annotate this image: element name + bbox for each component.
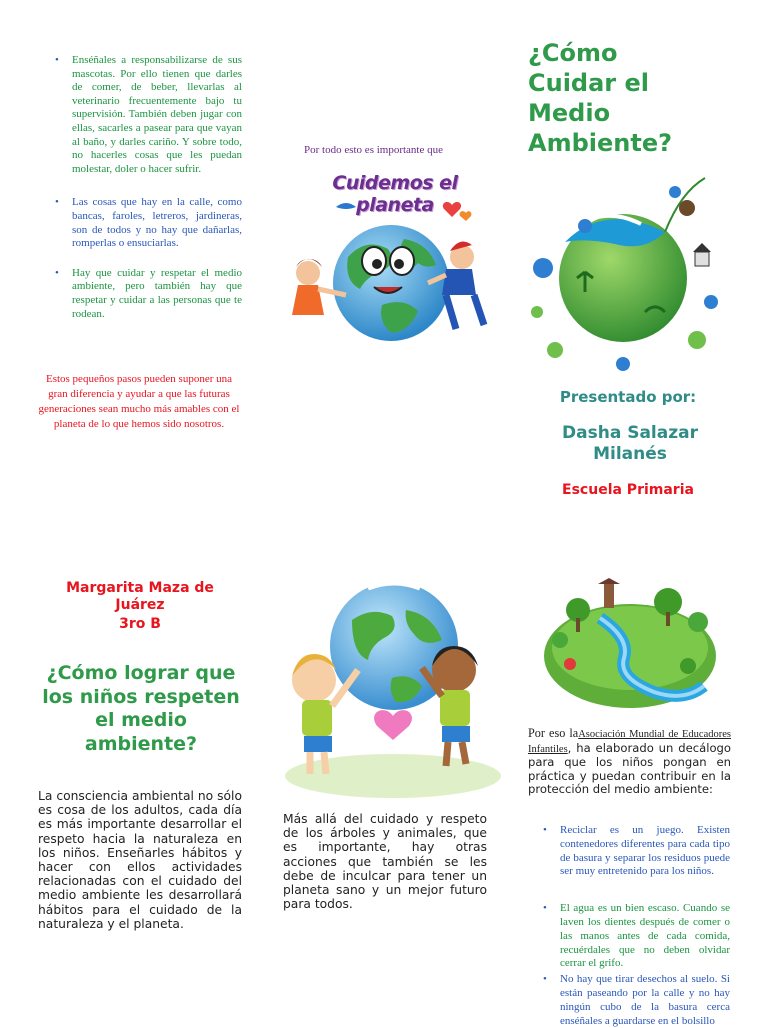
kids-holding-earth-illustration [282, 580, 504, 802]
care-tips-list-top [42, 54, 242, 321]
decalogue-intro-after: , ha elaborado un decálogo para que los niños pongan en práctica y puedan contribuir en la protección del medio ambiente: [528, 740, 731, 797]
tip-pets: • Enséñales a responsabilizarse de sus mascotas. Por ello tienen que darles de comer, de beber, llevarlas al veterinario frecuentemente bajo tu supervisión. También deben jugar con ellas, sacarles a pasear para que vayan al baño, y darles cariño. Y sobre todo, no hacerles cosas que les puedan molestar, doler o hacer sufrir. [72, 54, 242, 176]
decalogue-list [530, 824, 730, 1028]
decalogue-intro-before: Por eso la [528, 726, 579, 740]
tip-recycle: • Reciclar es un juego. Existen contenedores diferentes para cada tipo de basura y separar los residuos puede ser muy entretenido para los niños. [560, 824, 730, 879]
middle-intro: Por todo esto es importante que [304, 144, 444, 156]
decalogue-intro [528, 727, 731, 797]
cover-title: ¿Cómo Cuidar el Medio Ambiente? [528, 39, 673, 157]
school-label: Escuela Primaria [562, 482, 694, 498]
tip-water: • El agua es un bien escaso. Cuando se laven los dientes después de comer o las manos antes de cada comida, recuérdales que no deben olvidar cerrar el grifo. [560, 902, 730, 971]
grade: 3ro B [119, 616, 161, 632]
cuidemos-banner: Cuidemos el planeta [332, 172, 458, 216]
earth-illustration [525, 172, 725, 377]
tip-street-objects: • Las cosas que hay en la calle, como bancas, faroles, letreros, jardineras, son de todos y no hay que dañarlas, romperlas o ensuciarlas. [72, 196, 242, 250]
closing-note: Estos pequeños pasos pueden suponer una gran diferencia y ayudar a que las futuras generaciones sean mucho más amables con el planeta de lo que hemos sido nosotros. [38, 373, 240, 430]
beyond-care-paragraph: Más allá del cuidado y respeto de los árboles y animales, que es importante, hay otras acciones que también se les debe de inculcar para tener un planeta sano y un mejor futuro para todos. [283, 812, 487, 912]
section-heading: ¿Cómo lograr que los niños respeten el medio ambiente? [42, 662, 240, 755]
educators-association-link[interactable]: Asociación Mundial de Educadores Infantiles [528, 729, 731, 755]
presented-by-label: Presentado por: [559, 388, 697, 406]
author-name: Dasha Salazar Milanés [562, 423, 698, 464]
awareness-paragraph: La consciencia ambiental no sólo es cosa de los adultos, cada día es más importante desarrollar el respeto hacia la naturaleza en los niños. Enseñarles hábitos y hacer con ellos actividades relacionadas con el cuidado del medio ambiente les desarrollará hábitos para el cuidado de la naturaleza y el planeta. [38, 789, 242, 931]
ecosystem-illustration [538, 578, 722, 718]
tip-respect-people: • Hay que cuidar y respetar el medio ambiente, pero también hay que respetar y cuidar a las personas que te rodean. [72, 267, 242, 321]
school-name: Margarita Maza de Juárez [66, 580, 214, 613]
tip-litter: • No hay que tirar desechos al suelo. Si están paseando por la calle y no hay ningún cubo de la basura cerca enséñales a guardarse en el bolsillo [560, 973, 730, 1028]
